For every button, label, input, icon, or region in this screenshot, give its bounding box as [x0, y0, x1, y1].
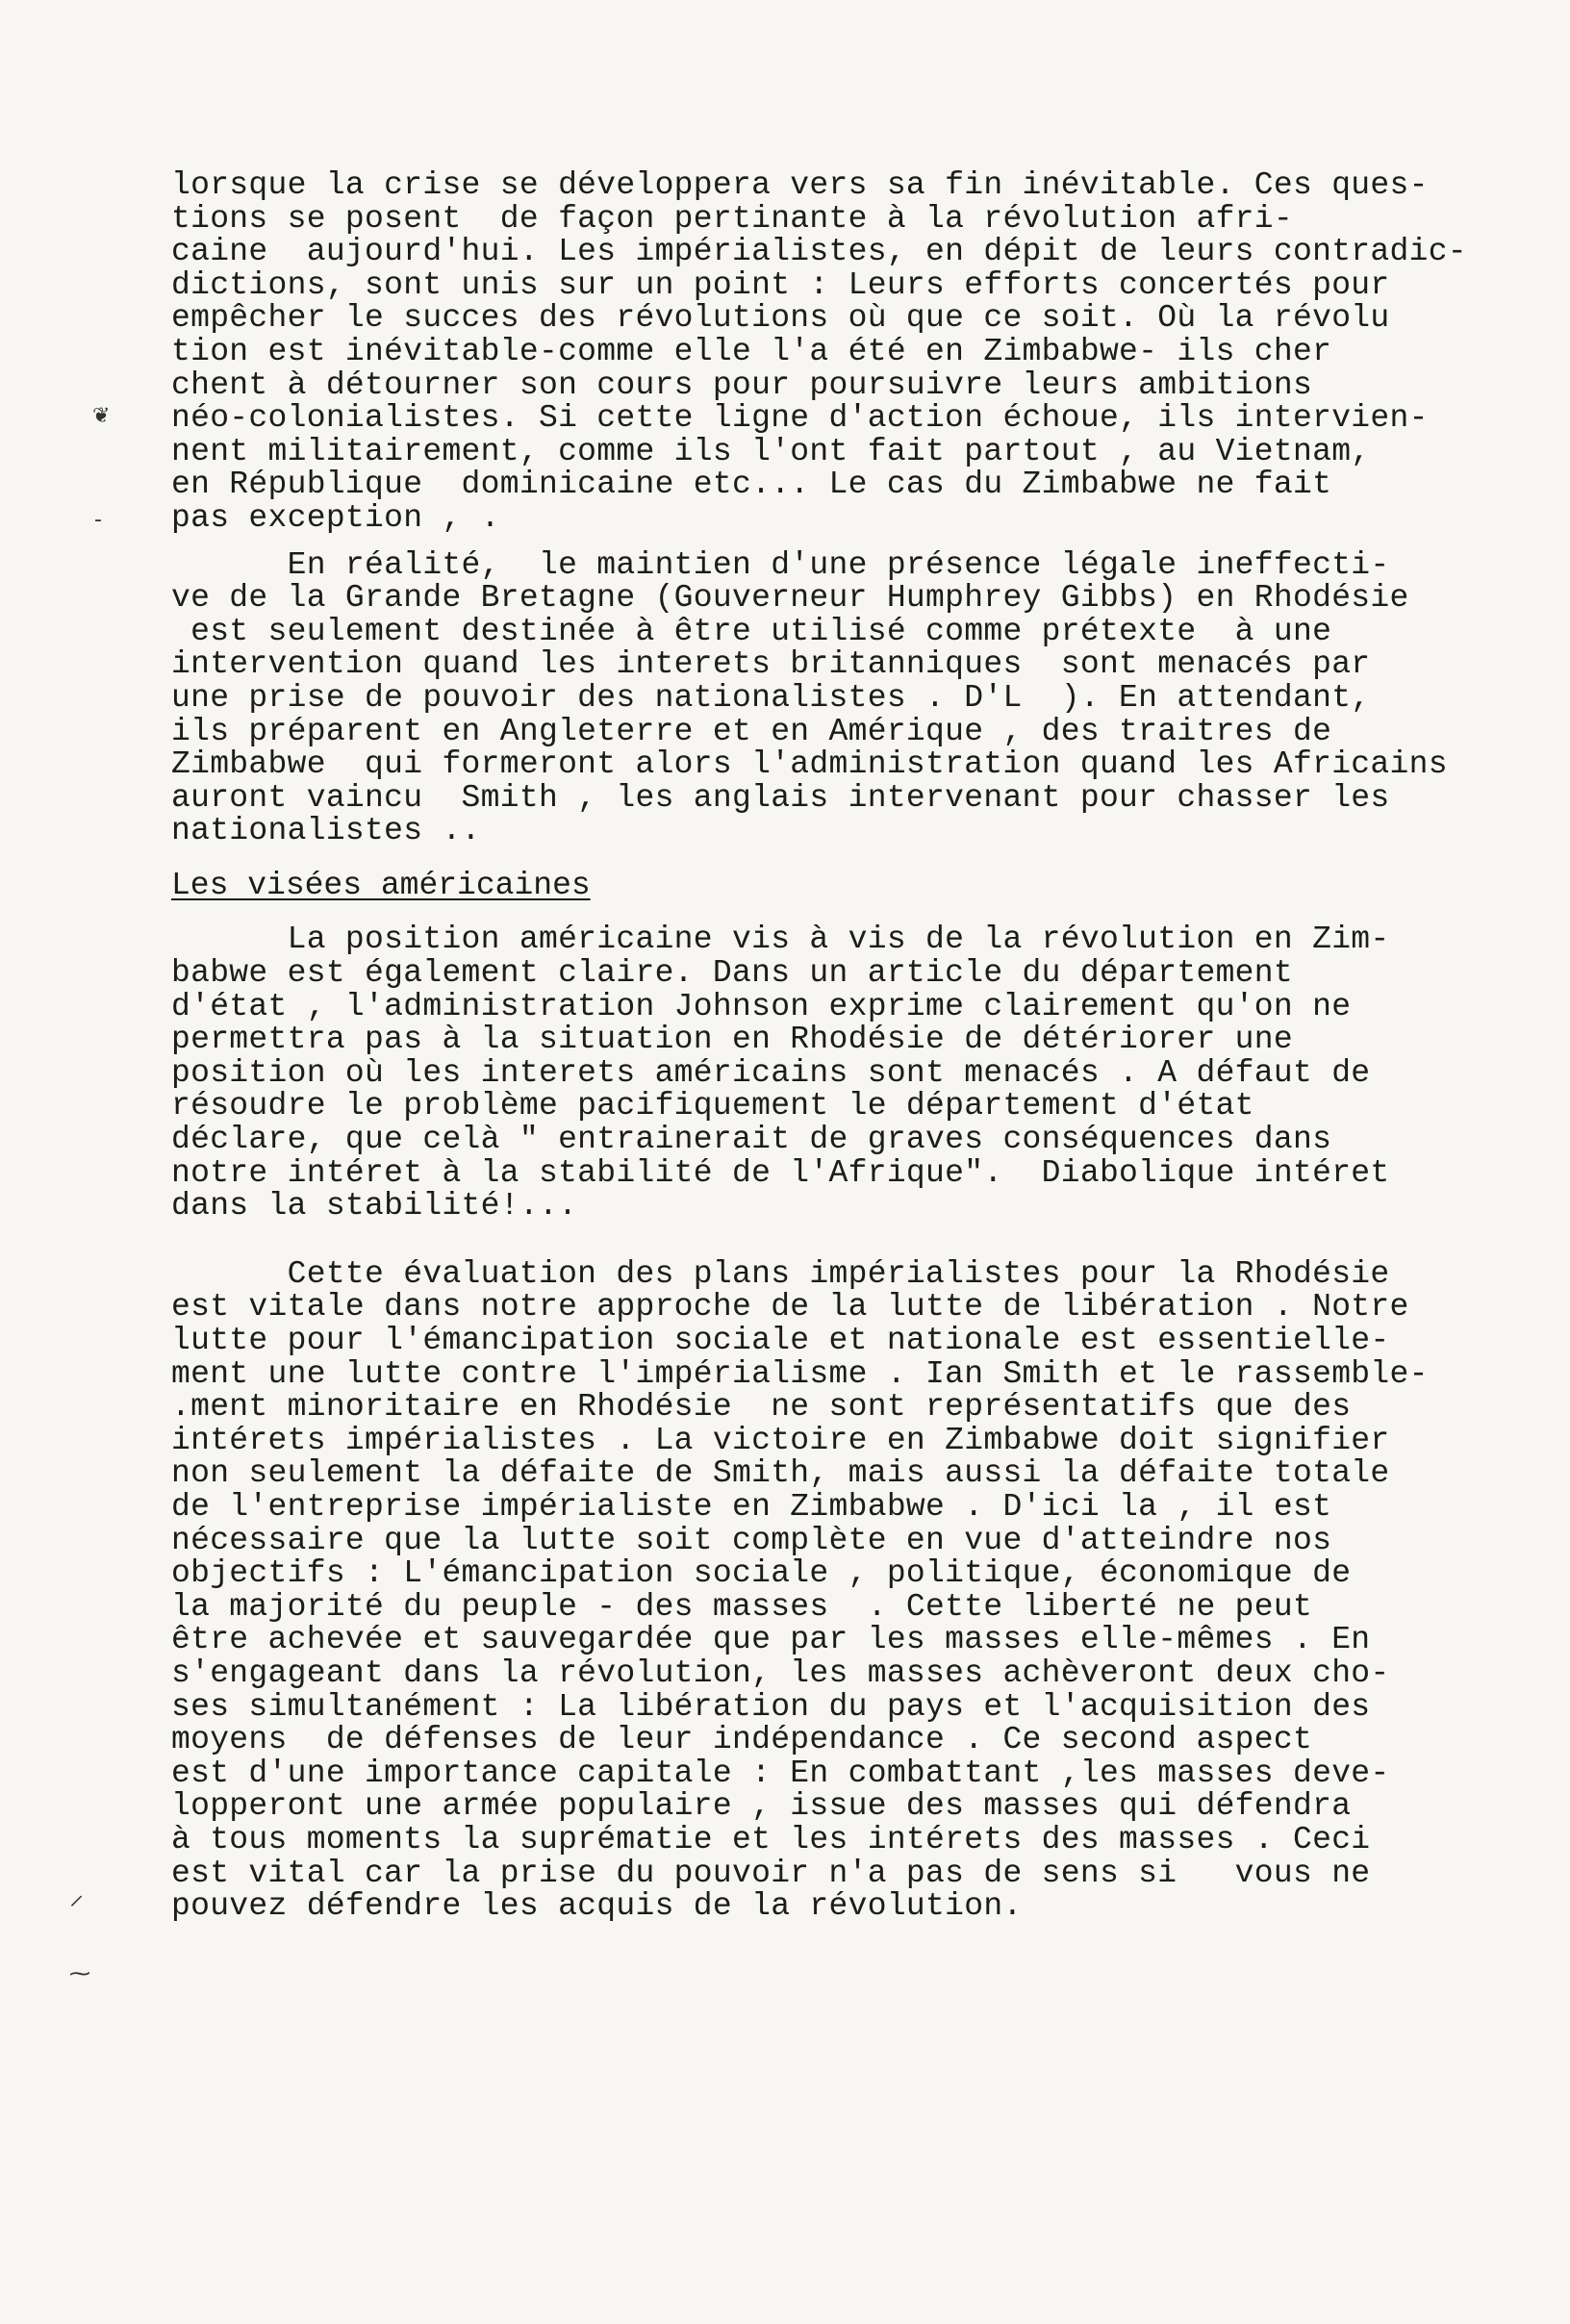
- text-line: néo-colonialistes. Si cette ligne d'action échoue, ils intervien-: [171, 400, 1429, 437]
- text-line: ve de la Grande Bretagne (Gouverneur Humphrey Gibbs) en Rhodésie: [171, 580, 1409, 617]
- text-line: déclare, que celà " entrainerait de graves conséquences dans: [171, 1122, 1332, 1158]
- text-line: auront vaincu Smith , les anglais intervenant pour chasser les: [171, 779, 1390, 816]
- text-line: notre intéret à la stabilité de l'Afrique". Diabolique intéret: [171, 1154, 1390, 1191]
- text-line: .ment minoritaire en Rhodésie ne sont représentatifs que des: [171, 1389, 1352, 1426]
- text-line: La position américaine vis à vis de la révolution en Zim-: [171, 922, 1390, 958]
- text-line: position où les interets américains sont menacés . A défaut de: [171, 1054, 1371, 1091]
- text-line: ment une lutte contre l'impérialisme . Ian Smith et le rassemble-: [171, 1355, 1429, 1392]
- text-line: en République dominicaine etc... Le cas du Zimbabwe ne fait: [171, 467, 1332, 503]
- text-line: pas exception , .: [171, 499, 500, 536]
- margin-mark: -: [94, 508, 102, 532]
- text-line: dans la stabilité!...: [171, 1188, 578, 1225]
- text-line: intervention quand les interets britanniques sont menacés par: [171, 646, 1371, 683]
- text-line: pouvez défendre les acquis de la révolution.: [171, 1888, 1023, 1925]
- margin-mark: ⁓: [69, 1962, 90, 1986]
- text-line: Cette évaluation des plans impérialistes pour la Rhodésie: [171, 1255, 1390, 1292]
- paragraph-1: [171, 169, 1499, 536]
- text-line: En réalité, le maintien d'une présence légale ineffecti-: [171, 546, 1390, 583]
- text-line: lopperont une armée populaire , issue des masses qui défendra: [171, 1788, 1352, 1825]
- paragraph-3: [171, 923, 1499, 1223]
- text-line: la majorité du peuple - des masses . Cette liberté ne peut: [171, 1588, 1313, 1625]
- text-line: tions se posent de façon pertinante à la révolution afri-: [171, 200, 1293, 237]
- text-line: être achevée et sauvegardée que par les masses elle-mêmes . En: [171, 1622, 1371, 1658]
- paragraph-2: [171, 546, 1499, 849]
- text-line: non seulement la défaite de Smith, mais aussi la défaite totale: [171, 1455, 1390, 1492]
- text-line: nationalistes ..: [171, 813, 481, 849]
- text-line: d'état , l'administration Johnson exprime clairement qu'on ne: [171, 988, 1352, 1024]
- text-line: empêcher le succes des révolutions où que ce soit. Où la révolu: [171, 300, 1390, 337]
- text-line: ils préparent en Angleterre et en Amérique , des traitres de: [171, 713, 1332, 749]
- text-line: résoudre le problème pacifiquement le département d'état: [171, 1088, 1254, 1124]
- text-line: objectifs : L'émancipation sociale , politique, économique de: [171, 1555, 1352, 1592]
- margin-mark: ⸍: [69, 1890, 84, 1924]
- typed-text-body: [171, 169, 1499, 1924]
- text-line: babwe est également claire. Dans un article du département: [171, 955, 1293, 992]
- text-line: une prise de pouvoir des nationalistes . D'L ). En attendant,: [171, 679, 1371, 716]
- text-line: est seulement destinée à être utilisé comme prétexte à une: [171, 613, 1332, 649]
- text-line: moyens de défenses de leur indépendance . Ce second aspect: [171, 1722, 1313, 1758]
- text-line: chent à détourner son cours pour poursuivre leurs ambitions: [171, 366, 1313, 403]
- text-line: s'engageant dans la révolution, les masses achèveront deux cho-: [171, 1655, 1390, 1691]
- text-line: est vitale dans notre approche de la lutte de libération . Notre: [171, 1289, 1409, 1326]
- text-line: caine aujourd'hui. Les impérialistes, en dépit de leurs contradic-: [171, 234, 1467, 270]
- section-heading: Les visées américaines: [171, 867, 591, 903]
- text-line: ses simultanément : La libération du pays et l'acquisition des: [171, 1688, 1371, 1725]
- text-line: nécessaire que la lutte soit complète en vue d'atteindre nos: [171, 1522, 1332, 1558]
- text-line: lorsque la crise se développera vers sa fin inévitable. Ces ques-: [171, 167, 1429, 203]
- text-line: dictions, sont unis sur un point : Leurs efforts concertés pour: [171, 266, 1390, 303]
- text-line: Zimbabwe qui formeront alors l'administration quand les Africains: [171, 746, 1448, 783]
- text-line: lutte pour l'émancipation sociale et nationale est essentielle-: [171, 1323, 1390, 1358]
- text-line: nent militairement, comme ils l'ont fait partout , au Vietnam,: [171, 433, 1371, 469]
- text-line: tion est inévitable-comme elle l'a été en Zimbabwe- ils cher: [171, 333, 1332, 369]
- text-line: permettra pas à la situation en Rhodésie de détériorer une: [171, 1022, 1293, 1058]
- text-line: à tous moments la suprématie et les intérets des masses . Ceci: [171, 1821, 1371, 1857]
- paragraph-4: [171, 1255, 1499, 1925]
- margin-mark: ❦: [92, 404, 111, 428]
- text-line: est vital car la prise du pouvoir n'a pas de sens si vous ne: [171, 1855, 1371, 1891]
- text-line: est d'une importance capitale : En combattant ,les masses deve-: [171, 1755, 1390, 1791]
- text-line: de l'entreprise impérialiste en Zimbabwe . D'ici la , il est: [171, 1488, 1332, 1525]
- text-line: intérets impérialistes . La victoire en Zimbabwe doit signifier: [171, 1422, 1390, 1458]
